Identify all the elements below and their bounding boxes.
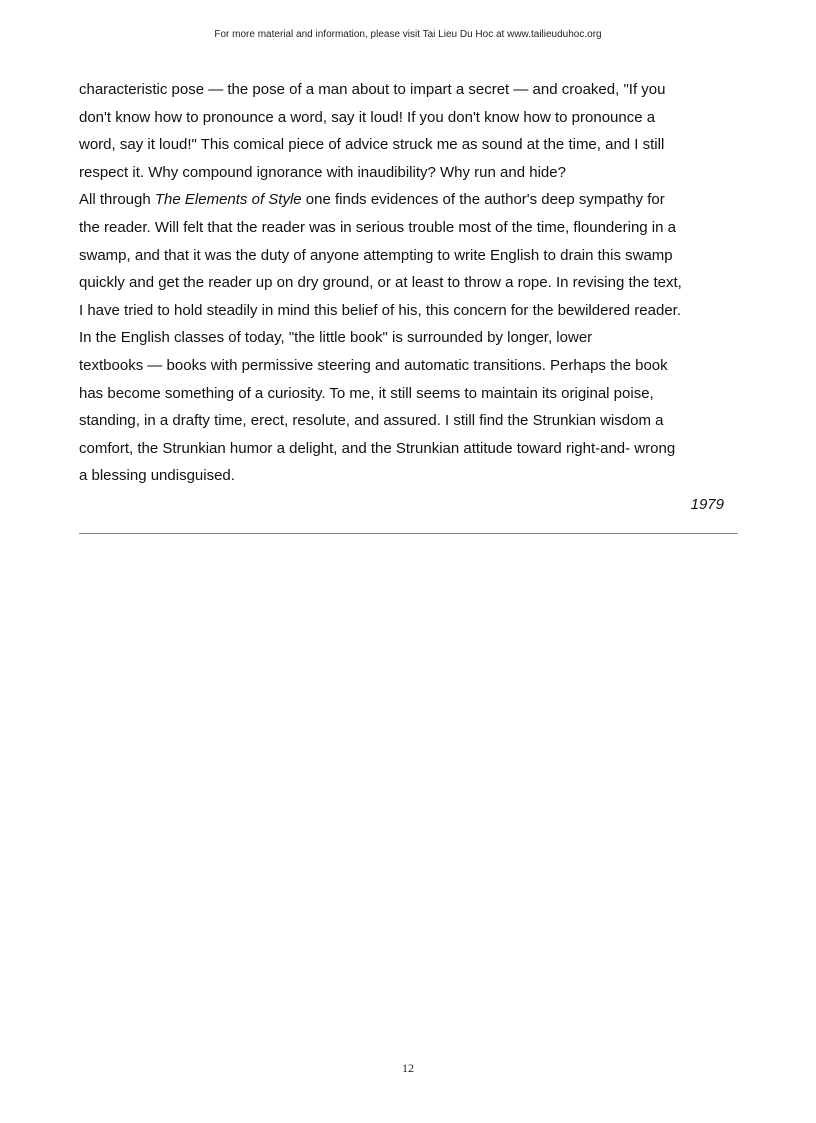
- text-line: a blessing undisguised.: [79, 467, 235, 485]
- header-note: For more material and information, please visit Tai Lieu Du Hoc at www.tailieuduhoc.org: [214, 29, 602, 40]
- section-divider: [79, 533, 738, 534]
- body-text: [79, 76, 749, 490]
- text-line: word, say it loud!" This comical piece of advice struck me as sound at the time, and I still: [79, 136, 665, 154]
- page-number: 12: [402, 1061, 414, 1075]
- text-line: has become something of a curiosity. To me, it still seems to maintain its original poise,: [79, 384, 654, 402]
- text-line: don't know how to pronounce a word, say it loud! If you don't know how to pronounce a: [79, 108, 656, 126]
- text-line: textbooks — books with permissive steering and automatic transitions. Perhaps the book: [79, 356, 668, 374]
- text-line: comfort, the Strunkian humor a delight, and the Strunkian attitude toward right-and- wrong: [79, 439, 676, 457]
- text-line-before: All through: [79, 191, 155, 209]
- text-line: quickly and get the reader up on dry ground, or at least to throw a rope. In revising the text,: [79, 274, 682, 292]
- text-line: standing, in a drafty time, erect, resolute, and assured. I still find the Strunkian wisdom a: [79, 412, 664, 430]
- text-line: swamp, and that it was the duty of anyone attempting to write English to drain this swamp: [79, 246, 673, 264]
- text-line: the reader. Will felt that the reader was in serious trouble most of the time, floundering in a: [79, 218, 676, 236]
- text-line: I have tried to hold steadily in mind this belief of his, this concern for the bewildered reader.: [79, 301, 681, 319]
- text-line: In the English classes of today, "the little book" is surrounded by longer, lower: [79, 329, 593, 347]
- text-line: characteristic pose — the pose of a man about to impart a secret — and croaked, "If you: [79, 81, 666, 98]
- book-title: The Elements of Style: [154, 191, 302, 209]
- signature-year: 1979: [690, 496, 724, 513]
- text-line: respect it. Why compound ignorance with inaudibility? Why run and hide?: [79, 163, 566, 181]
- text-line-after: one finds evidences of the author's deep sympathy for: [301, 191, 665, 209]
- text-line: [79, 186, 749, 214]
